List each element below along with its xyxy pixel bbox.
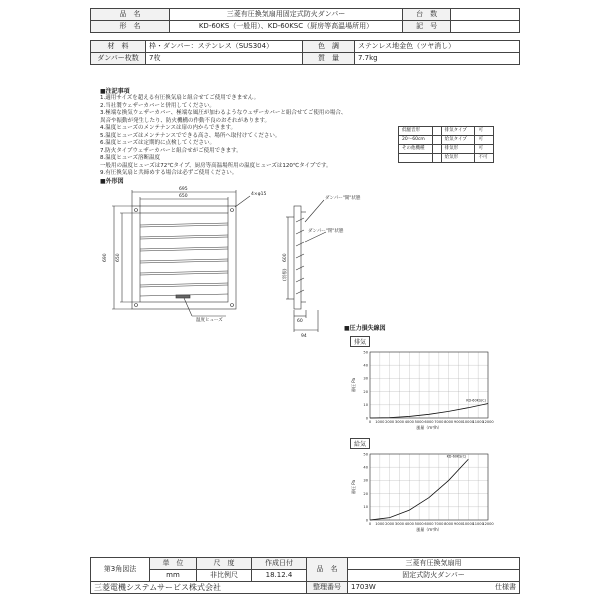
y-tick-label: 40 (363, 363, 368, 368)
compat-cell: 20〜60cm (399, 136, 433, 145)
damper-blades (140, 223, 228, 296)
dim-holes: 4×φ15 (251, 192, 267, 197)
x-tick-label: 0 (368, 420, 372, 424)
compat-cell: 可 (475, 145, 494, 154)
x-axis-label: 風量（m³/h） (416, 425, 442, 430)
docno-cell (348, 582, 520, 594)
qty-value (451, 9, 520, 21)
material-value: 枠・ダンパー：ステンレス（SUS304） (146, 41, 303, 53)
compat-cell (433, 154, 441, 163)
note-line: 3.極端な換気ウェザーカバー、極端な風圧が加わるようなウェザーカバーと組合せてご使用の場合、 (100, 110, 347, 116)
x-tick-label: 10000 (462, 522, 475, 526)
name-label: 品 名 (91, 9, 170, 21)
label-fuse: 温度ヒューズ (196, 318, 223, 323)
header-table (90, 8, 520, 33)
x-tick-label: 1000 (375, 522, 385, 526)
color-value: ステンレス地金色（ツヤ消し） (355, 41, 520, 53)
spec-label: 仕様書 (495, 583, 516, 591)
drawing-heading: ■外形図 (100, 178, 124, 185)
x-tick-label: 9000 (453, 420, 464, 424)
date-label: 作成日付 (252, 558, 307, 570)
weight-label: 質 量 (303, 53, 355, 65)
compat-table (398, 126, 494, 163)
notes-section (100, 86, 400, 178)
docno-value: 1703W (351, 583, 376, 591)
note-line: 異音や振動が発生したり、防火機構の作動不良のおそれがあります。 (100, 117, 271, 124)
mount-hole (231, 304, 234, 307)
y-tick-label: 20 (363, 491, 368, 496)
chart-title-exhaust: 排気 (350, 336, 370, 347)
compat-cell: 不可 (475, 154, 494, 163)
x-tick-label: 2000 (385, 522, 395, 526)
x-tick-label: 12000 (482, 522, 494, 526)
dim-690: 690 (103, 253, 108, 262)
x-tick-label: 1000 (375, 420, 385, 424)
blades-value: 7枚 (146, 53, 303, 65)
y-tick-label: 30 (363, 376, 368, 381)
tb-name-value1: 三菱有圧換気扇用 (348, 558, 520, 570)
outline-drawing (100, 182, 361, 340)
compat-cell (399, 154, 433, 163)
note-line: 4.温度ヒューズのメンテナンスは扉の内からできます。 (100, 125, 237, 131)
front-frame-outer (132, 206, 236, 309)
x-tick-label: 3000 (394, 522, 405, 526)
y-tick-label: 10 (363, 505, 368, 510)
dim-650: 650 (179, 194, 188, 199)
compat-cell: 給気タイプ (441, 136, 475, 145)
compat-cell (433, 127, 441, 136)
x-tick-label: 3000 (394, 420, 405, 424)
dim-side-label: (羽根) (283, 268, 288, 281)
dim-650v: 650 (116, 253, 121, 262)
note-line: 一般用の温度ヒューズは72℃タイプ、厨房等高温場所用の温度ヒューズは120℃タイプです。 (100, 162, 332, 169)
compat-cell: 可 (475, 127, 494, 136)
unit-label: 単 位 (150, 558, 197, 570)
y-axis-label: 静圧 Pa (351, 480, 356, 494)
mount-hole (135, 209, 138, 212)
x-tick-label: 8000 (444, 420, 454, 424)
compat-cell (433, 145, 441, 154)
series-label: KD-60KS(C) (446, 454, 467, 459)
color-label: 色 調 (303, 41, 355, 53)
compat-cell: 排気タイプ (441, 127, 475, 136)
x-tick-label: 2000 (385, 420, 395, 424)
model-value: KD-60KS（一般用）、KD-60KSC（厨房等高温場所用） (170, 21, 403, 33)
y-tick-label: 50 (363, 452, 368, 457)
x-axis-label: 風量（m³/h） (416, 527, 442, 532)
note-line: 2.当社製ウェザーカバーと併用してください。 (100, 102, 215, 109)
notes-heading: ■注記事項 (100, 88, 130, 95)
x-tick-label: 9000 (453, 522, 464, 526)
projection: 第3角図法 (91, 558, 150, 582)
label-open: ダンパー"開"状態 (325, 196, 361, 201)
x-tick-label: 5000 (414, 420, 424, 424)
dim-60: 60 (297, 319, 303, 324)
x-tick-label: 10000 (462, 420, 475, 424)
x-tick-label: 0 (368, 522, 372, 526)
y-tick-label: 30 (363, 478, 368, 483)
note-line: 5.温度ヒューズはメンテナンスでできる高さ、場所へ取付けてください。 (100, 132, 281, 139)
dim-side-600: 600 (283, 253, 288, 262)
note-line: 6.温度ヒューズは定期的に点検してください。 (100, 140, 215, 146)
tb-name-value2: 固定式防火ダンパー (348, 570, 520, 582)
scale-label: 尺 度 (197, 558, 252, 570)
x-tick-label: 5000 (414, 522, 424, 526)
compat-cell: 低騒音形 (399, 127, 433, 136)
qty-label: 台 数 (402, 9, 450, 21)
compat-cell: その他機種 (399, 145, 433, 154)
dim-94: 94 (301, 334, 307, 339)
chart-title-supply: 給気 (350, 438, 370, 449)
x-tick-label: 11000 (472, 420, 484, 424)
spec-table (90, 40, 520, 65)
note-line: 1.適用サイズを超える有圧換気扇と組合せてご使用できません。 (100, 95, 260, 101)
chart-supply (346, 448, 496, 540)
name-value: 三菱有圧換気扇用固定式防火ダンパー (170, 9, 403, 21)
y-axis-label: 静圧 Pa (351, 378, 356, 392)
mark-value (451, 21, 520, 33)
compat-cell: 給気形 (441, 154, 475, 163)
x-tick-label: 6000 (424, 420, 434, 424)
label-closed: ダンパー"閉"状態 (308, 229, 344, 234)
blades-label: ダンパー枚数 (91, 53, 146, 65)
material-label: 材 料 (91, 41, 146, 53)
notes-list (100, 95, 400, 178)
model-label: 形 名 (91, 21, 170, 33)
x-tick-label: 7000 (434, 522, 444, 526)
docno-label: 整理番号 (307, 582, 348, 594)
mark-label: 記 号 (402, 21, 450, 33)
compat-cell (433, 136, 441, 145)
y-tick-label: 10 (363, 403, 368, 408)
mount-hole (231, 209, 234, 212)
x-tick-label: 6000 (424, 522, 434, 526)
dim-695: 695 (179, 187, 188, 192)
chart-exhaust (346, 346, 496, 438)
mount-hole (135, 304, 138, 307)
note-line: 8.温度ヒューズ溶断温度 (100, 155, 160, 161)
x-tick-label: 11000 (472, 522, 484, 526)
y-tick-label: 40 (363, 465, 368, 470)
note-line: 7.防火タイプウェザーカバーと組合せがご使用できます。 (100, 147, 242, 154)
x-tick-label: 4000 (404, 420, 414, 424)
x-tick-label: 8000 (444, 522, 454, 526)
weight-value: 7.7kg (355, 53, 520, 65)
company-name: 三菱電機システムサービス株式会社 (91, 582, 307, 594)
x-tick-label: 4000 (404, 522, 414, 526)
y-tick-label: 20 (363, 389, 368, 394)
x-tick-label: 7000 (434, 420, 444, 424)
y-tick-label: 50 (363, 350, 368, 355)
side-blades (296, 218, 304, 294)
compat-cell: 排気形 (441, 145, 475, 154)
y-tick-label: 0 (365, 416, 368, 421)
date-value: 18.12.4 (252, 570, 307, 582)
series-label: KD-60KS(C) (466, 398, 486, 403)
note-line: 9.有圧換気扇と共締めする場合は必ずご使用ください。 (100, 170, 238, 176)
y-tick-label: 0 (365, 518, 368, 523)
x-tick-label: 12000 (482, 420, 494, 424)
front-frame-inner (140, 213, 228, 302)
title-block (90, 557, 520, 594)
pressure-heading: ■圧力損失線図 (344, 325, 386, 332)
compat-cell: 可 (475, 136, 494, 145)
unit-value: mm (150, 570, 197, 582)
fuse-mark (176, 295, 190, 298)
scale-value: 非比例尺 (197, 570, 252, 582)
tb-name-label: 品 名 (307, 558, 348, 582)
